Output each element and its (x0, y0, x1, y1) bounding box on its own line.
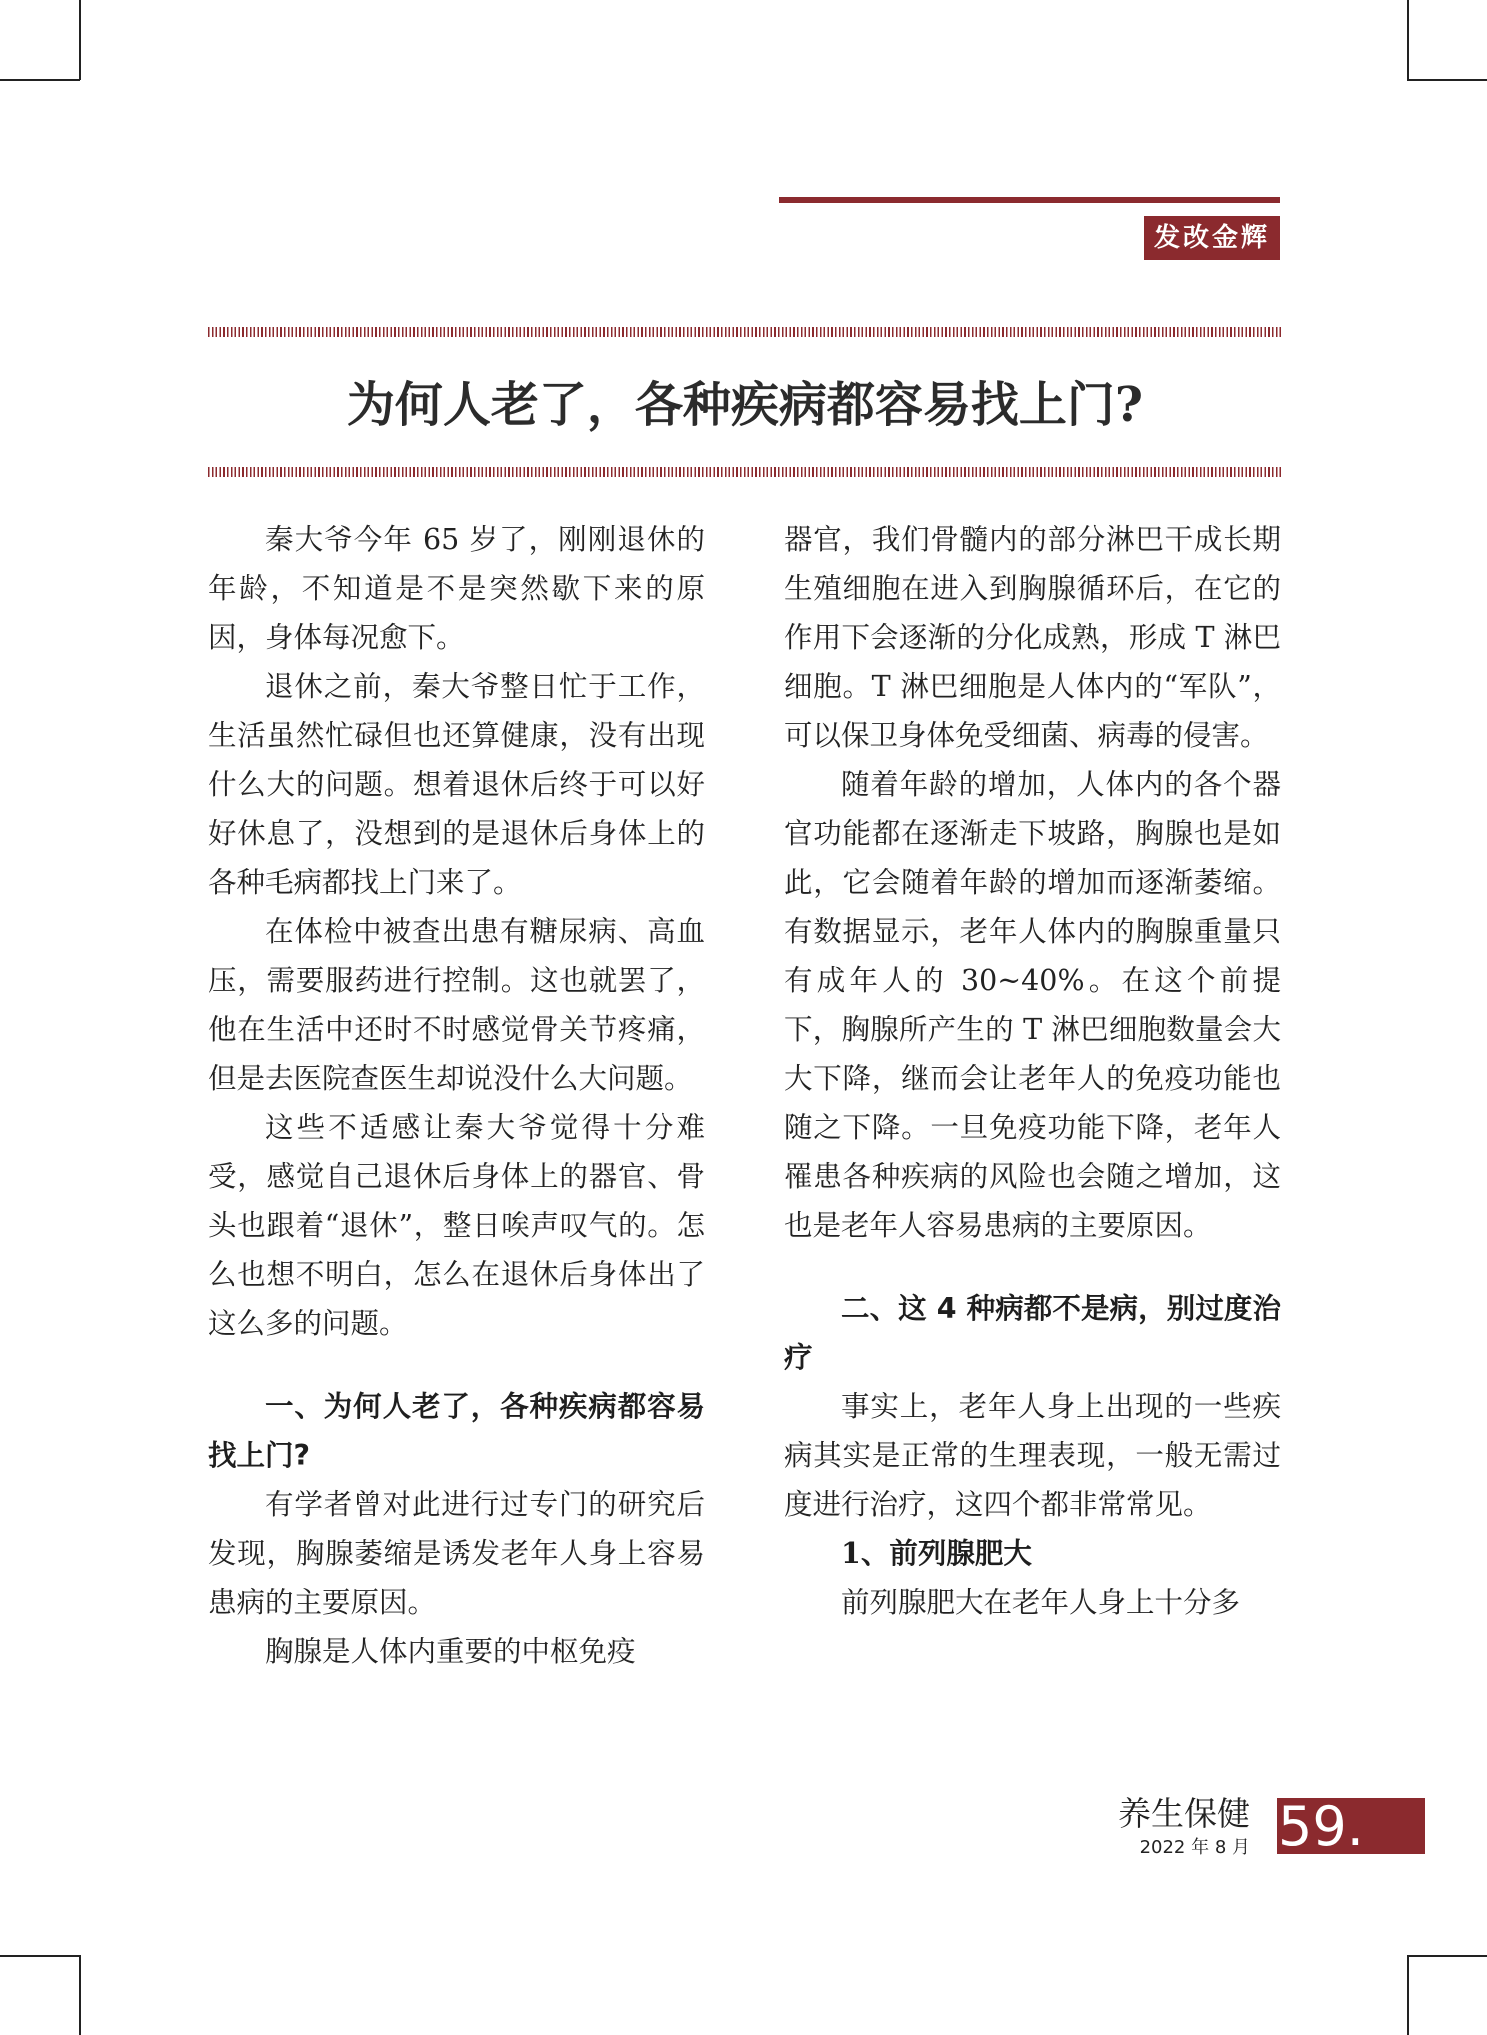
section-tag: 发改金辉 (1144, 216, 1280, 260)
paragraph: 有学者曾对此进行过专门的研究后发现，胸腺萎缩是诱发老年人身上容易患病的主要原因。 (208, 1488, 705, 1619)
crop-mark (0, 79, 80, 81)
paragraph: 秦大爷今年 65 岁了，刚刚退休的年龄，不知道是不是突然歇下来的原因，身体每况愈下。 (208, 523, 705, 654)
paragraph: 胸腺是人体内重要的中枢免疫 (265, 1635, 636, 1668)
paragraph: 随着年龄的增加，人体内的各个器官功能都在逐渐走下坡路，胸腺也是如此，它会随着年龄的增加而逐渐萎缩。有数据显示，老年人体内的胸腺重量只有成年人的 30~40%。在这个前提下，胸腺所产生的 T 淋巴细胞数量会大大下降，继而会让老年人的免疫功能也随之下降。一旦免疫功能下降，老年人罹患各种疾病的风险也会随之增加，这也是老年人容易患病的主要原因。 (784, 768, 1281, 1242)
article-title: 为何人老了，各种疾病都容易找上门? (346, 377, 1144, 433)
crop-mark (1407, 1955, 1487, 1957)
left-column (208, 515, 705, 1676)
page-number-box (1274, 1795, 1425, 1858)
section-heading: 二、这 4 种病都不是病，别过度治疗 (784, 1292, 1281, 1374)
crop-mark (79, 1955, 81, 2035)
section-heading: 一、为何人老了，各种疾病都容易找上门? (208, 1390, 705, 1472)
title-rule-top (208, 327, 1282, 337)
page-box-divider (1274, 1798, 1277, 1854)
crop-mark (1407, 0, 1409, 80)
paragraph: 前列腺肥大在老年人身上十分多 (841, 1586, 1241, 1619)
page-number: 59. (1278, 1795, 1364, 1858)
paragraph: 退休之前，秦大爷整日忙于工作，生活虽然忙碌但也还算健康，没有出现什么大的问题。想着退休后终于可以好好休息了，没想到的是退休后身体上的各种毛病都找上门来了。 (208, 670, 705, 899)
crop-mark (79, 0, 81, 80)
paragraph: 在体检中被查出患有糖尿病、高血压，需要服药进行控制。这也就罢了，他在生活中还时不时感觉骨关节疼痛，但是去医院查医生却说没什么大问题。 (208, 915, 705, 1095)
subsection-heading: 1、前列腺肥大 (841, 1536, 1032, 1570)
header-rule (779, 197, 1280, 203)
paragraph: 这些不适感让秦大爷觉得十分难受，感觉自己退休后身体上的器官、骨头也跟着“退休”，整日唉声叹气的。怎么也想不明白，怎么在退休后身体出了这么多的问题。 (208, 1111, 705, 1340)
crop-mark (1407, 1955, 1409, 2035)
crop-mark (1407, 79, 1487, 81)
crop-mark (0, 1955, 80, 1957)
right-column (784, 515, 1281, 1627)
title-rule-bottom (208, 467, 1282, 477)
magazine-name: 养生保健 (1118, 1794, 1250, 1833)
paragraph-continued: 器官，我们骨髓内的部分淋巴干成长期生殖细胞在进入到胸腺循环后，在它的作用下会逐渐的分化成熟，形成 T 淋巴细胞。T 淋巴细胞是人体内的“军队”，可以保卫身体免受细菌、病毒的侵害。 (784, 523, 1281, 752)
issue-date: 2022 年 8 月 (1139, 1837, 1250, 1858)
paragraph: 事实上，老年人身上出现的一些疾病其实是正常的生理表现，一般无需过度进行治疗，这四个都非常常见。 (784, 1390, 1281, 1521)
